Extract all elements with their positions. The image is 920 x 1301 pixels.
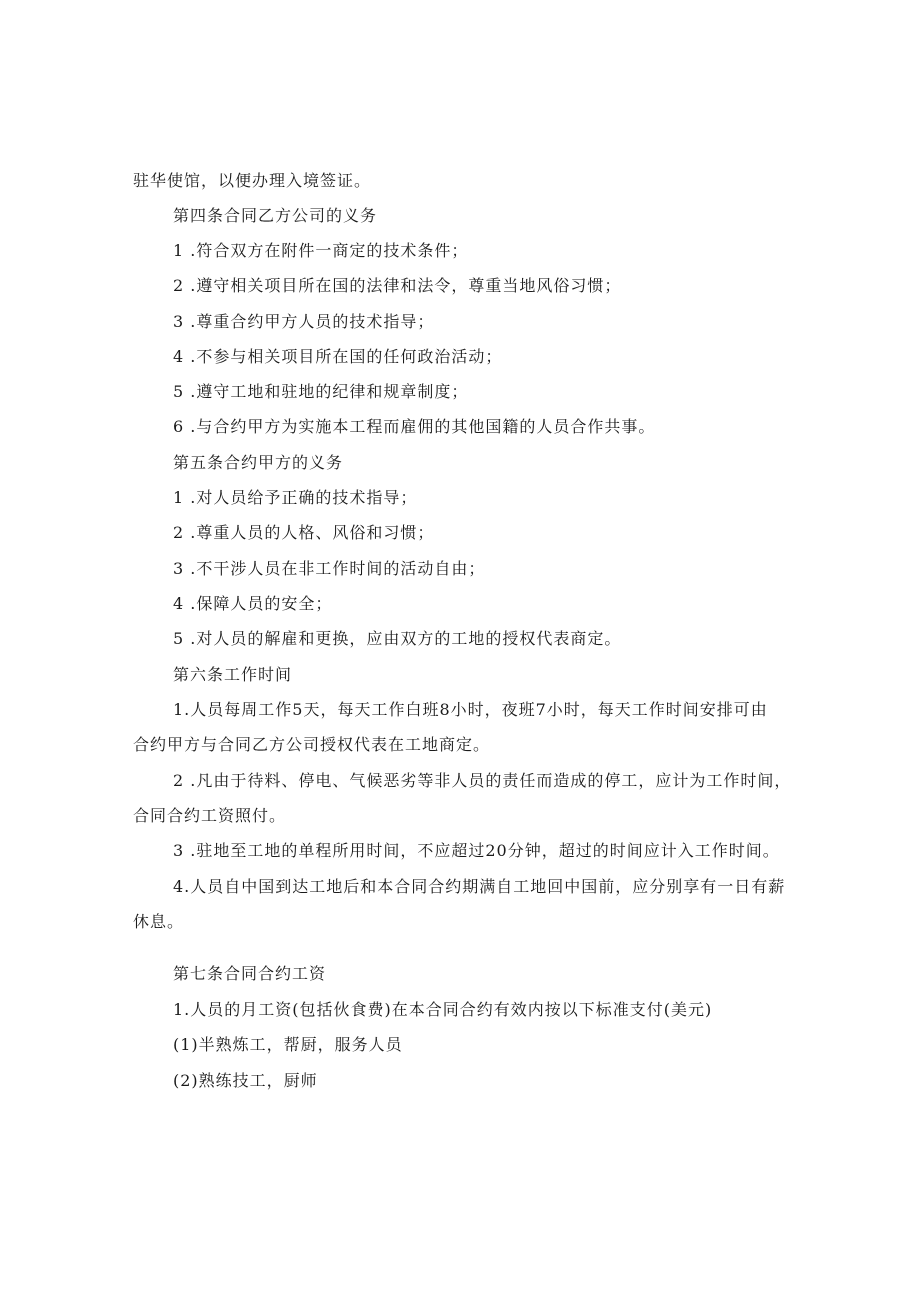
list-item: 4 .保障人员的安全； (173, 594, 333, 613)
list-item: 2 .凡由于待料、停电、气候恶劣等非人员的责任而造成的停工，应计为工作时间， (173, 771, 792, 790)
section-heading: 第四条合同乙方公司的义务 (173, 206, 378, 225)
section-heading: 第七条合同合约工资 (173, 964, 327, 983)
list-item: 3 .驻地至工地的单程所用时间，不应超过20分钟，超过的时间应计入工作时间。 (173, 841, 780, 860)
list-item: 2 .遵守相关项目所在国的法律和法令，尊重当地风俗习惯； (173, 276, 622, 295)
list-item: (2)熟练技工，厨师 (173, 1071, 318, 1090)
text-line: 休息。 (133, 912, 185, 931)
list-item: 3 .尊重合约甲方人员的技术指导； (173, 312, 435, 331)
list-item: 1.人员每周工作5天，每天工作白班8小时，夜班7小时，每天工作时间安排可由 (173, 700, 768, 719)
list-item: 1 .对人员给予正确的技术指导； (173, 488, 418, 507)
text-line: 合同合约工资照付。 (133, 806, 287, 825)
list-item: 4 .不参与相关项目所在国的任何政治活动； (173, 347, 503, 366)
list-item: 1.人员的月工资(包括伙食费)在本合同合约有效内按以下标准支付(美元) (173, 1000, 713, 1019)
list-item: 5 .遵守工地和驻地的纪律和规章制度； (173, 382, 469, 401)
list-item: 4.人员自中国到达工地后和本合同合约期满自工地回中国前，应分别享有一日有薪 (173, 877, 786, 896)
list-item: 3 .不干涉人员在非工作时间的活动自由； (173, 559, 486, 578)
list-item: (1)半熟炼工，帮厨，服务人员 (173, 1035, 403, 1054)
list-item: 6 .与合约甲方为实施本工程而雇佣的其他国籍的人员合作共事。 (173, 417, 656, 436)
text-line: 合约甲方与合同乙方公司授权代表在工地商定。 (133, 735, 491, 754)
section-heading: 第六条工作时间 (173, 665, 293, 684)
list-item: 2 .尊重人员的人格、风俗和习惯； (173, 523, 435, 542)
list-item: 1 .符合双方在附件一商定的技术条件； (173, 241, 469, 260)
section-heading: 第五条合约甲方的义务 (173, 453, 344, 472)
list-item: 5 .对人员的解雇和更换，应由双方的工地的授权代表商定。 (173, 629, 622, 648)
text-line: 驻华使馆，以便办理入境签证。 (133, 171, 372, 190)
